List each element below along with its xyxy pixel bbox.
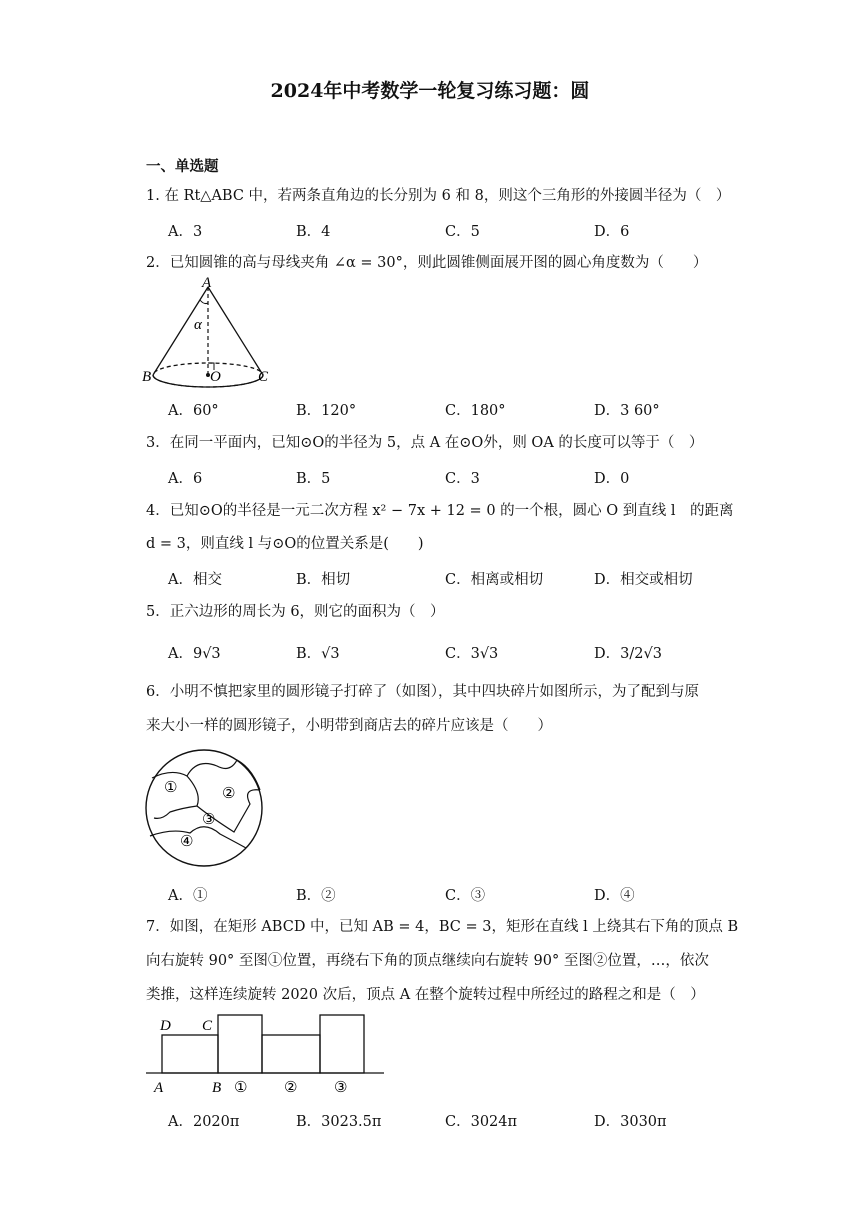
rect-label-d: D [160, 1018, 171, 1034]
question-4-line-1: 4．已知⊙O的半径是一元二次方程 x² − 7x + 12 = 0 的一个根，圆心 O 到直线 l 的距离 [146, 503, 734, 519]
q7-option-b[interactable]: B．3023.5π [296, 1114, 382, 1130]
q6-option-c[interactable]: C．③ [445, 888, 486, 904]
rect-label-c: C [202, 1018, 213, 1034]
fragment-label-4: ④ [180, 832, 194, 850]
q1-option-c[interactable]: C．5 [445, 224, 480, 240]
q6-option-d[interactable]: D．④ [594, 888, 635, 904]
q4-option-a[interactable]: A．相交 [168, 572, 222, 588]
q2-option-a[interactable]: A．60° [168, 403, 219, 419]
position-label-1: ① [234, 1078, 248, 1096]
q1-option-d[interactable]: D．6 [594, 224, 630, 240]
rect-label-a: A [154, 1080, 164, 1096]
position-label-2: ② [284, 1078, 298, 1096]
question-7-line-3: 类推，这样连续旋转 2020 次后，顶点 A 在整个旋转过程中所经过的路程之和是（ ） [146, 987, 705, 1003]
q2-option-d[interactable]: D．3 60° [594, 403, 660, 419]
cone-label-a: A [202, 275, 212, 291]
section-heading: 一、单选题 [146, 158, 219, 175]
q3-option-d[interactable]: D．0 [594, 471, 630, 487]
q6-option-a[interactable]: A．① [168, 888, 208, 904]
q4-option-d[interactable]: D．相交或相切 [594, 572, 693, 588]
q7-option-d[interactable]: D．3030π [594, 1114, 667, 1130]
rect-label-b: B [212, 1080, 222, 1096]
q1-option-b[interactable]: B．4 [296, 224, 331, 240]
q5-option-d[interactable]: D．3/2√3 [594, 646, 662, 662]
fragment-label-2: ② [222, 784, 236, 802]
q7-option-a[interactable]: A．2020π [168, 1114, 240, 1130]
question-7-line-1: 7．如图，在矩形 ABCD 中，已知 AB = 4，BC = 3，矩形在直线 l 上绕其右下角的顶点 B [146, 919, 739, 935]
cone-label-alpha: α [194, 317, 202, 333]
question-2: 2．已知圆锥的高与母线夹角 ∠α = 30°，则此圆锥侧面展开图的圆心角度数为（ ） [146, 255, 708, 271]
q5-option-c[interactable]: C．3√3 [445, 646, 499, 662]
q4-option-b[interactable]: B．相切 [296, 572, 351, 588]
position-label-3: ③ [334, 1078, 348, 1096]
cone-label-o: O [210, 369, 221, 385]
question-7-line-2: 向右旋转 90° 至图①位置，再绕右下角的顶点继续向右旋转 90° 至图②位置，…，依次 [146, 953, 709, 969]
question-6-line-2: 来大小一样的圆形镜子，小明带到商店去的碎片应该是（ ） [146, 718, 552, 734]
broken-mirror-figure [142, 748, 270, 870]
q2-option-b[interactable]: B．120° [296, 403, 357, 419]
q3-option-c[interactable]: C．3 [445, 471, 480, 487]
cone-figure [140, 275, 280, 390]
question-3: 3．在同一平面内，已知⊙O的半径为 5，点 A 在⊙O外，则 OA 的长度可以等于（ ） [146, 435, 704, 451]
cone-label-b: B [142, 369, 152, 385]
q3-option-a[interactable]: A．6 [168, 471, 203, 487]
question-4-line-2: d = 3，则直线 l 与⊙O的位置关系是( ) [146, 536, 424, 552]
q5-option-a[interactable]: A．9√3 [168, 646, 221, 662]
question-6-line-1: 6．小明不慎把家里的圆形镜子打碎了（如图），其中四块碎片如图所示，为了配到与原 [146, 684, 699, 700]
q2-option-c[interactable]: C．180° [445, 403, 506, 419]
q7-option-c[interactable]: C．3024π [445, 1114, 518, 1130]
cone-label-c: C [258, 369, 269, 385]
q5-option-b[interactable]: B．√3 [296, 646, 340, 662]
q4-option-c[interactable]: C．相离或相切 [445, 572, 544, 588]
page-title: 2024年中考数学一轮复习练习题：圆 [270, 80, 590, 102]
question-5: 5．正六边形的周长为 6，则它的面积为（ ） [146, 604, 445, 620]
fragment-label-3: ③ [202, 810, 216, 828]
q3-option-b[interactable]: B．5 [296, 471, 331, 487]
q6-option-b[interactable]: B．② [296, 888, 336, 904]
q1-option-a[interactable]: A．3 [168, 224, 203, 240]
question-1: 1. 在 Rt△ABC 中，若两条直角边的长分别为 6 和 8，则这个三角形的外接圆半径为（ ） [146, 188, 731, 204]
rectangle-rotation-figure [140, 1010, 390, 1098]
fragment-label-1: ① [164, 778, 178, 796]
